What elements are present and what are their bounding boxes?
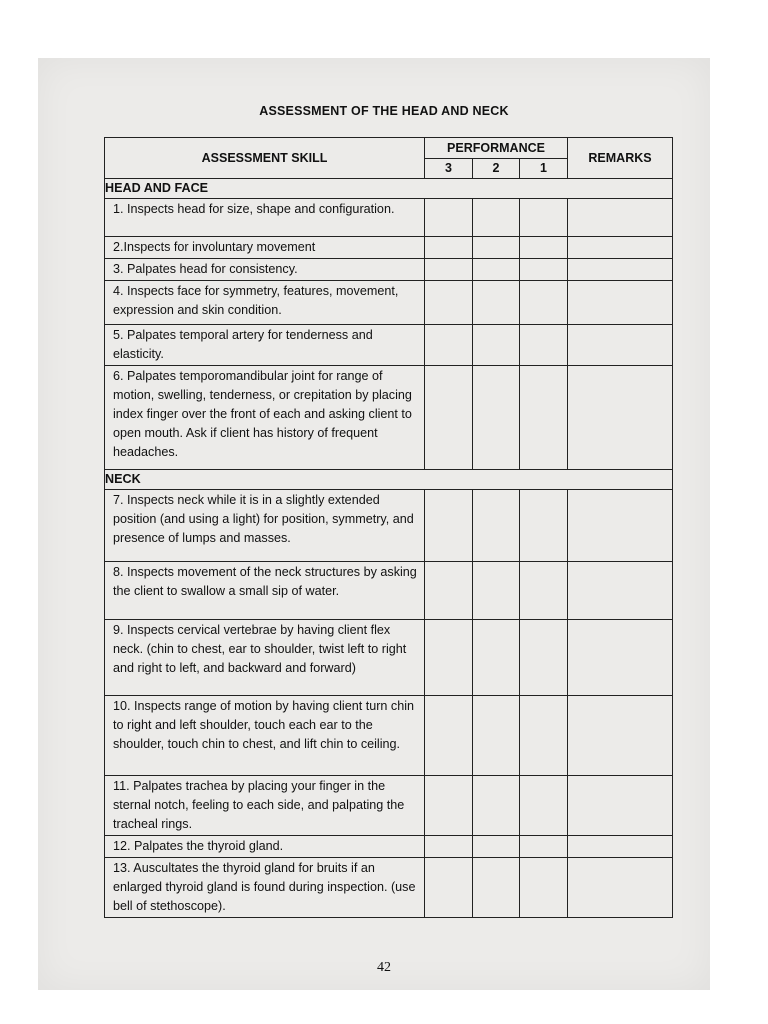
section-row-head-and-face	[105, 179, 673, 199]
table-row	[105, 366, 673, 470]
score-3-cell[interactable]	[425, 620, 473, 696]
score-3-cell[interactable]	[425, 490, 473, 562]
remarks-cell[interactable]	[568, 366, 673, 470]
score-1-cell[interactable]	[520, 325, 568, 366]
header-score-2: 2	[473, 159, 520, 179]
remarks-cell[interactable]	[568, 836, 673, 858]
remarks-cell[interactable]	[568, 562, 673, 620]
table-row	[105, 490, 673, 562]
skill-text: 5. Palpates temporal artery for tenderness and elasticity.	[105, 325, 425, 366]
score-2-cell[interactable]	[473, 696, 520, 776]
score-1-cell[interactable]	[520, 858, 568, 918]
assessment-table	[104, 137, 673, 918]
score-3-cell[interactable]	[425, 325, 473, 366]
score-3-cell[interactable]	[425, 237, 473, 259]
skill-text: 8. Inspects movement of the neck structures by asking the client to swallow a small sip of water.	[105, 562, 425, 620]
remarks-cell[interactable]	[568, 490, 673, 562]
score-3-cell[interactable]	[425, 836, 473, 858]
score-2-cell[interactable]	[473, 259, 520, 281]
remarks-cell[interactable]	[568, 325, 673, 366]
score-1-cell[interactable]	[520, 366, 568, 470]
skill-text: 13. Auscultates the thyroid gland for bruits if an enlarged thyroid gland is found during inspection. (use bell of stethoscope).	[105, 858, 425, 918]
score-2-cell[interactable]	[473, 620, 520, 696]
remarks-cell[interactable]	[568, 237, 673, 259]
score-2-cell[interactable]	[473, 325, 520, 366]
score-2-cell[interactable]	[473, 281, 520, 325]
score-1-cell[interactable]	[520, 696, 568, 776]
table-row	[105, 199, 673, 237]
page-title: ASSESSMENT OF THE HEAD AND NECK	[259, 104, 509, 118]
score-1-cell[interactable]	[520, 836, 568, 858]
header-remarks: REMARKS	[568, 138, 673, 179]
skill-text: 9. Inspects cervical vertebrae by having client flex neck. (chin to chest, ear to shoulder, twist left to right and right to left, and backward and forward)	[105, 620, 425, 696]
remarks-cell[interactable]	[568, 199, 673, 237]
section-label: HEAD AND FACE	[105, 179, 673, 199]
remarks-cell[interactable]	[568, 259, 673, 281]
header-performance: PERFORMANCE	[425, 138, 568, 159]
table-row	[105, 620, 673, 696]
score-1-cell[interactable]	[520, 490, 568, 562]
score-1-cell[interactable]	[520, 620, 568, 696]
table-row	[105, 259, 673, 281]
table-row	[105, 281, 673, 325]
remarks-cell[interactable]	[568, 858, 673, 918]
score-1-cell[interactable]	[520, 776, 568, 836]
header-score-1: 1	[520, 159, 568, 179]
table-row	[105, 858, 673, 918]
score-3-cell[interactable]	[425, 281, 473, 325]
score-3-cell[interactable]	[425, 366, 473, 470]
score-1-cell[interactable]	[520, 562, 568, 620]
table-row	[105, 696, 673, 776]
score-2-cell[interactable]	[473, 490, 520, 562]
table-row	[105, 776, 673, 836]
header-assessment-skill: ASSESSMENT SKILL	[105, 138, 425, 179]
skill-text: 2.Inspects for involuntary movement	[105, 237, 425, 259]
score-2-cell[interactable]	[473, 237, 520, 259]
remarks-cell[interactable]	[568, 281, 673, 325]
score-1-cell[interactable]	[520, 259, 568, 281]
score-2-cell[interactable]	[473, 199, 520, 237]
table-row	[105, 237, 673, 259]
score-1-cell[interactable]	[520, 237, 568, 259]
table-row	[105, 325, 673, 366]
score-2-cell[interactable]	[473, 858, 520, 918]
score-3-cell[interactable]	[425, 776, 473, 836]
skill-text: 1. Inspects head for size, shape and configuration.	[105, 199, 425, 237]
score-2-cell[interactable]	[473, 836, 520, 858]
skill-text: 3. Palpates head for consistency.	[105, 259, 425, 281]
table-row	[105, 562, 673, 620]
score-3-cell[interactable]	[425, 199, 473, 237]
remarks-cell[interactable]	[568, 696, 673, 776]
section-label: NECK	[105, 470, 673, 490]
skill-text: 11. Palpates trachea by placing your finger in the sternal notch, feeling to each side, and palpating the tracheal rings.	[105, 776, 425, 836]
score-2-cell[interactable]	[473, 366, 520, 470]
page-number: 42	[377, 960, 391, 975]
remarks-cell[interactable]	[568, 620, 673, 696]
score-1-cell[interactable]	[520, 281, 568, 325]
score-2-cell[interactable]	[473, 776, 520, 836]
skill-text: 4. Inspects face for symmetry, features, movement, expression and skin condition.	[105, 281, 425, 325]
skill-text: 10. Inspects range of motion by having client turn chin to right and left shoulder, touch each ear to the shoulder, touch chin to chest, and lift chin to ceiling.	[105, 696, 425, 776]
skill-text: 12. Palpates the thyroid gland.	[105, 836, 425, 858]
score-1-cell[interactable]	[520, 199, 568, 237]
section-row-neck	[105, 470, 673, 490]
remarks-cell[interactable]	[568, 776, 673, 836]
score-3-cell[interactable]	[425, 696, 473, 776]
score-3-cell[interactable]	[425, 562, 473, 620]
score-3-cell[interactable]	[425, 259, 473, 281]
skill-text: 6. Palpates temporomandibular joint for range of motion, swelling, tenderness, or crepitation by placing index finger over the front of each and asking client to open mouth. Ask if client has history of frequent headaches.	[105, 366, 425, 470]
header-score-3: 3	[425, 159, 473, 179]
score-3-cell[interactable]	[425, 858, 473, 918]
table-row	[105, 836, 673, 858]
skill-text: 7. Inspects neck while it is in a slightly extended position (and using a light) for position, symmetry, and presence of lumps and masses.	[105, 490, 425, 562]
score-2-cell[interactable]	[473, 562, 520, 620]
